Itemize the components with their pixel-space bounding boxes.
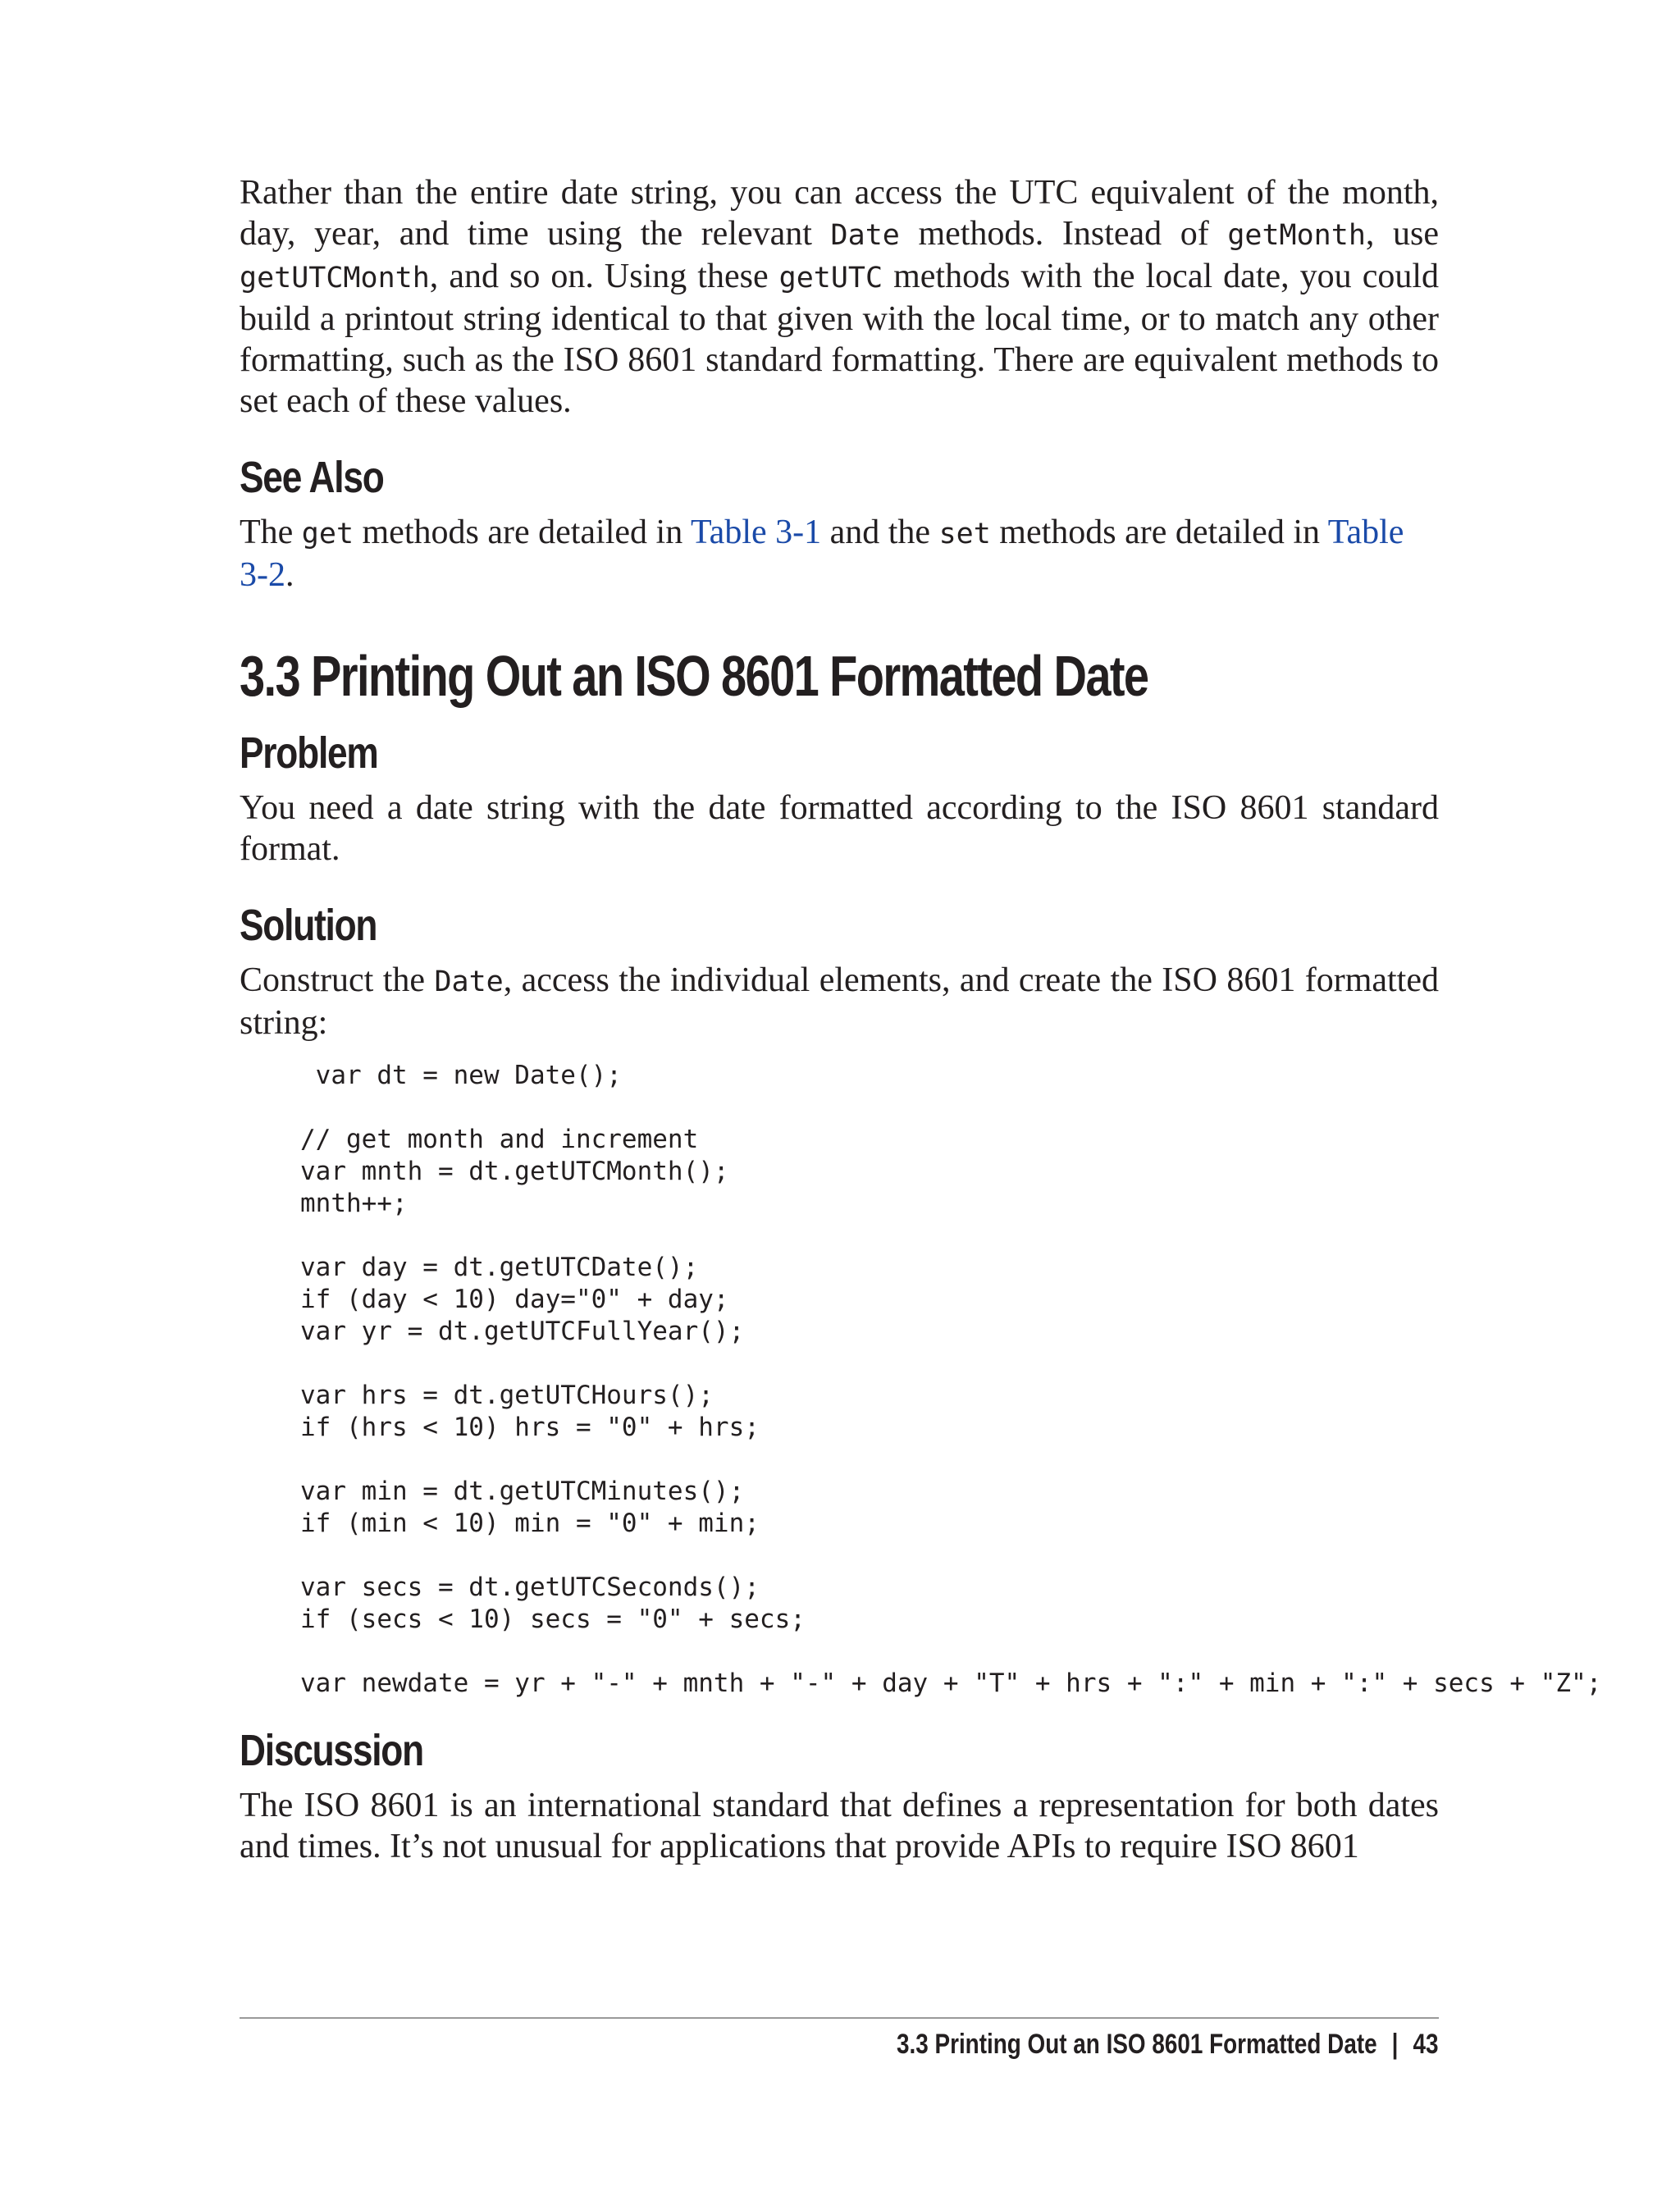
solution-paragraph — [240, 960, 1439, 1043]
see-also-paragraph — [240, 512, 1439, 596]
see-also-text: . — [285, 556, 294, 594]
solution-heading: Solution — [240, 901, 377, 950]
page-number: 43 — [1413, 2029, 1439, 2060]
discussion-heading: Discussion — [240, 1726, 423, 1775]
footer-title: 3.3 Printing Out an ISO 8601 Formatted Date — [897, 2029, 1378, 2060]
code-getutc: getUTC — [778, 262, 883, 294]
intro-text: , use — [1365, 215, 1439, 253]
see-also-text: and the — [821, 514, 939, 551]
intro-text: methods. Instead of — [899, 215, 1228, 253]
code-get: get — [301, 518, 354, 550]
code-listing: var dt = new Date(); // get month and increment var mnth = dt.getUTCMonth(); mnth++; var day = dt.getUTCDate(); if (day < 10) day="0" + day; var yr = dt.getUTCFullYear(); var hrs = dt.getUTCHours(); if (hrs < 10) hrs = "0" + hrs; var min = dt.getUTCMinutes(); if (min < 10) min = "0" + min; var secs = dt.getUTCSeconds(); if (secs < 10) secs = "0" + secs; var newdate = yr + "-" + mnth + "-" + day + "T" + hrs + ":" + min + ":" + secs + "Z"; — [300, 1061, 1602, 1698]
see-also-text: methods are detailed in — [354, 514, 691, 551]
problem-text: You need a date string with the date formatted according to the ISO 8601 standard format. — [240, 789, 1439, 868]
page-content — [240, 172, 1602, 1867]
code-date: Date — [434, 966, 504, 998]
code-set: set — [938, 518, 991, 550]
code-getutcmonth: getUTCMonth — [240, 262, 430, 294]
intro-paragraph — [240, 172, 1439, 422]
table-3-2-link[interactable]: Table 3-2 — [240, 514, 1404, 594]
solution-text: Construct the — [240, 961, 435, 999]
see-also-text: methods are detailed in — [990, 514, 1328, 551]
see-also-text: The — [240, 514, 302, 551]
running-footer — [897, 2026, 1439, 2062]
footer-separator: | — [1392, 2029, 1399, 2060]
intro-text: Rather than the entire date string, you can access the UTC equivalent of the month, day, year, and time using the relevant — [240, 174, 1439, 253]
problem-heading: Problem — [240, 728, 378, 778]
code-getmonth: getMonth — [1227, 219, 1366, 252]
footer-rule — [240, 2017, 1439, 2019]
intro-text: , and so on. Using these — [429, 258, 779, 295]
intro-text: methods with the local date, you could build a printout string identical to that given with the local time, or to match any other formatting, such as the ISO 8601 standard formatting. There are equivalent methods to set each of these values. — [240, 258, 1440, 420]
see-also-heading: See Also — [240, 453, 384, 502]
chapter-heading: 3.3 Printing Out an ISO 8601 Formatted Date — [240, 644, 1148, 708]
discussion-text: The ISO 8601 is an international standard that defines a representation for both dates and times. It’s not unusual for applications that provide APIs to require ISO 8601 — [240, 1787, 1439, 1865]
solution-text: , access the individual elements, and create the ISO 8601 formatted string: — [240, 961, 1439, 1042]
table-3-1-link[interactable]: Table 3-1 — [690, 514, 822, 551]
code-date: Date — [830, 219, 900, 252]
